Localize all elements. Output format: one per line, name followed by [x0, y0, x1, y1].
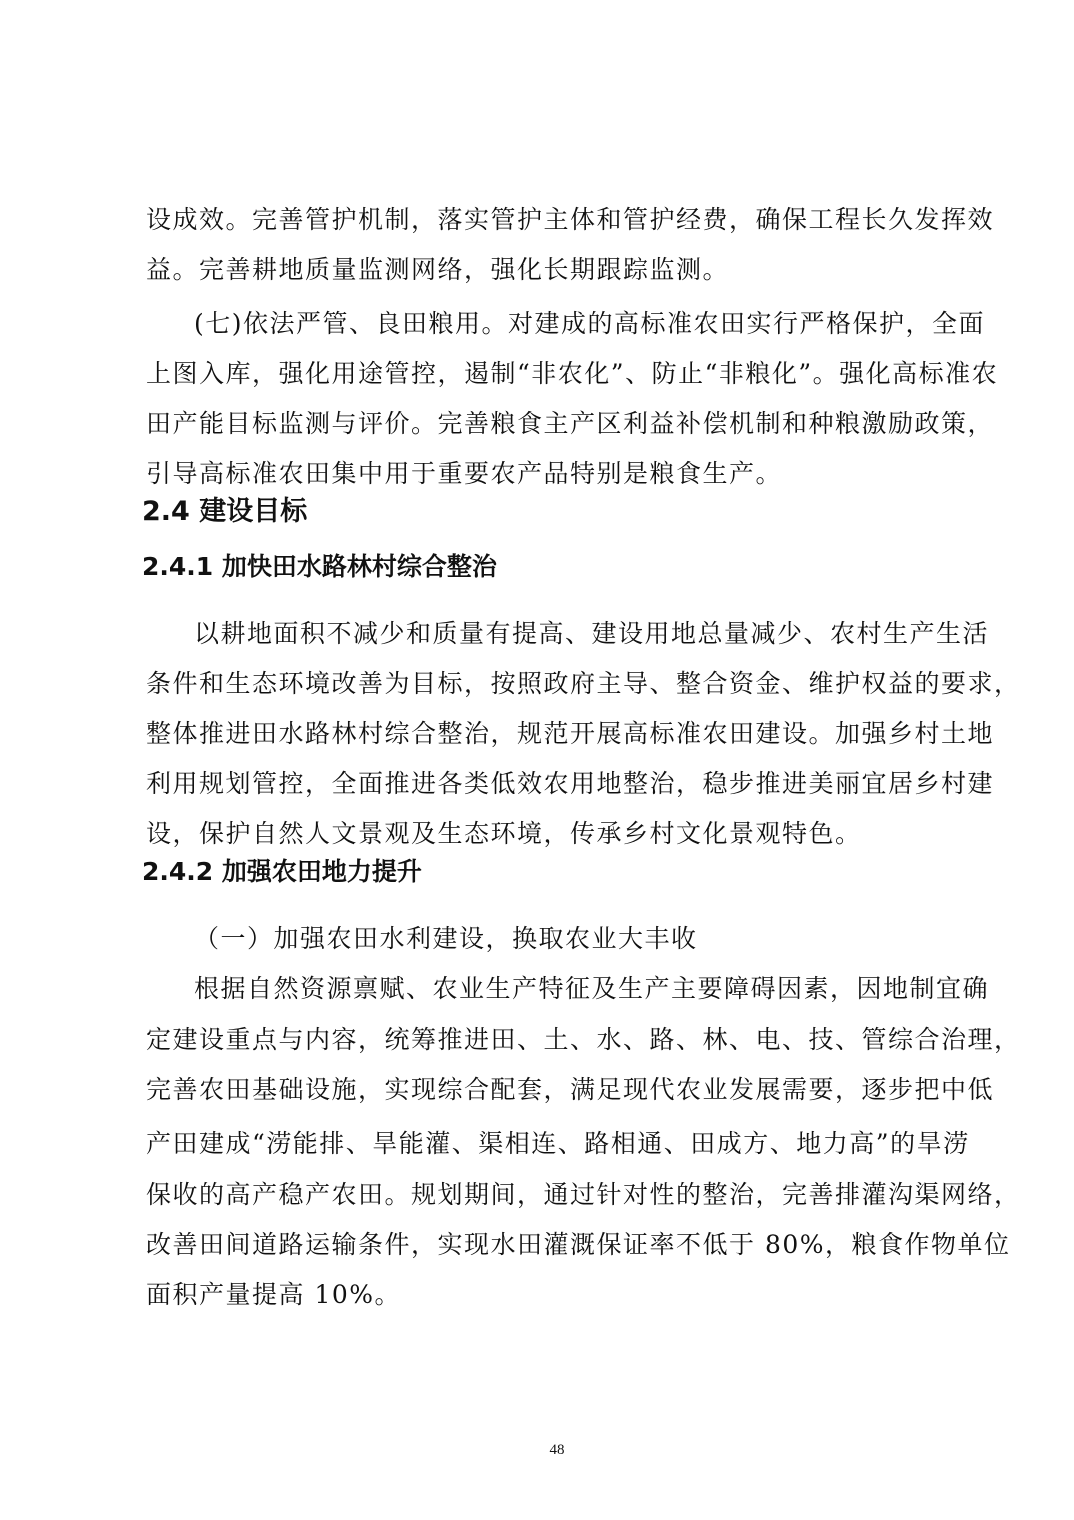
- paragraph-line: 面积产量提高 10%。: [146, 1280, 402, 1309]
- paragraph-line: 根据自然资源禀赋、农业生产特征及生产主要障碍因素，因地制宜确: [194, 974, 990, 1003]
- paragraph-line: (七)依法严管、良田粮用。对建成的高标准农田实行严格保护，全面: [194, 309, 986, 338]
- paragraph-line: 益。完善耕地质量监测网络，强化长期跟踪监测。: [146, 255, 730, 284]
- paragraph-line: 条件和生态环境改善为目标，按照政府主导、整合资金、维护权益的要求，: [146, 669, 1021, 698]
- paragraph-line: 以耕地面积不减少和质量有提高、建设用地总量减少、农村生产生活: [194, 619, 990, 648]
- paragraph-line: 引导高标准农田集中用于重要农产品特别是粮食生产。: [146, 459, 783, 488]
- subsection-heading: 2.4.2 加强农田地力提升: [142, 857, 422, 886]
- paragraph-line: 定建设重点与内容，统筹推进田、土、水、路、林、电、技、管综合治理，: [146, 1025, 1021, 1054]
- paragraph-line: 上图入库，强化用途管控，遏制“非农化”、防止“非粮化”。强化高标准农: [146, 359, 999, 388]
- paragraph-line: 完善农田基础设施，实现综合配套，满足现代农业发展需要，逐步把中低: [146, 1075, 995, 1104]
- section-heading: 2.4 建设目标: [142, 496, 308, 527]
- paragraph-line: 整体推进田水路林村综合整治，规范开展高标准农田建设。加强乡村土地: [146, 719, 995, 748]
- paragraph-line: 保收的高产稳产农田。规划期间，通过针对性的整治，完善排灌沟渠网络，: [146, 1180, 1021, 1209]
- item-title: （一）加强农田水利建设，换取农业大丰收: [194, 924, 698, 953]
- paragraph-line: 设成效。完善管护机制，落实管护主体和管护经费，确保工程长久发挥效: [146, 205, 995, 234]
- paragraph-line: 设，保护自然人文景观及生态环境，传承乡村文化景观特色。: [146, 819, 862, 848]
- subsection-heading: 2.4.1 加快田水路林村综合整治: [142, 552, 497, 581]
- page-number: 48: [549, 1442, 565, 1458]
- paragraph-line: 产田建成“涝能排、旱能灌、渠相连、路相通、田成方、地力高”的旱涝: [146, 1129, 970, 1158]
- paragraph-line: 利用规划管控，全面推进各类低效农用地整治，稳步推进美丽宜居乡村建: [146, 769, 995, 798]
- paragraph-line: 改善田间道路运输条件，实现水田灌溉保证率不低于 80%，粮食作物单位: [146, 1230, 1011, 1259]
- paragraph-line: 田产能目标监测与评价。完善粮食主产区利益补偿机制和种粮激励政策，: [146, 409, 995, 438]
